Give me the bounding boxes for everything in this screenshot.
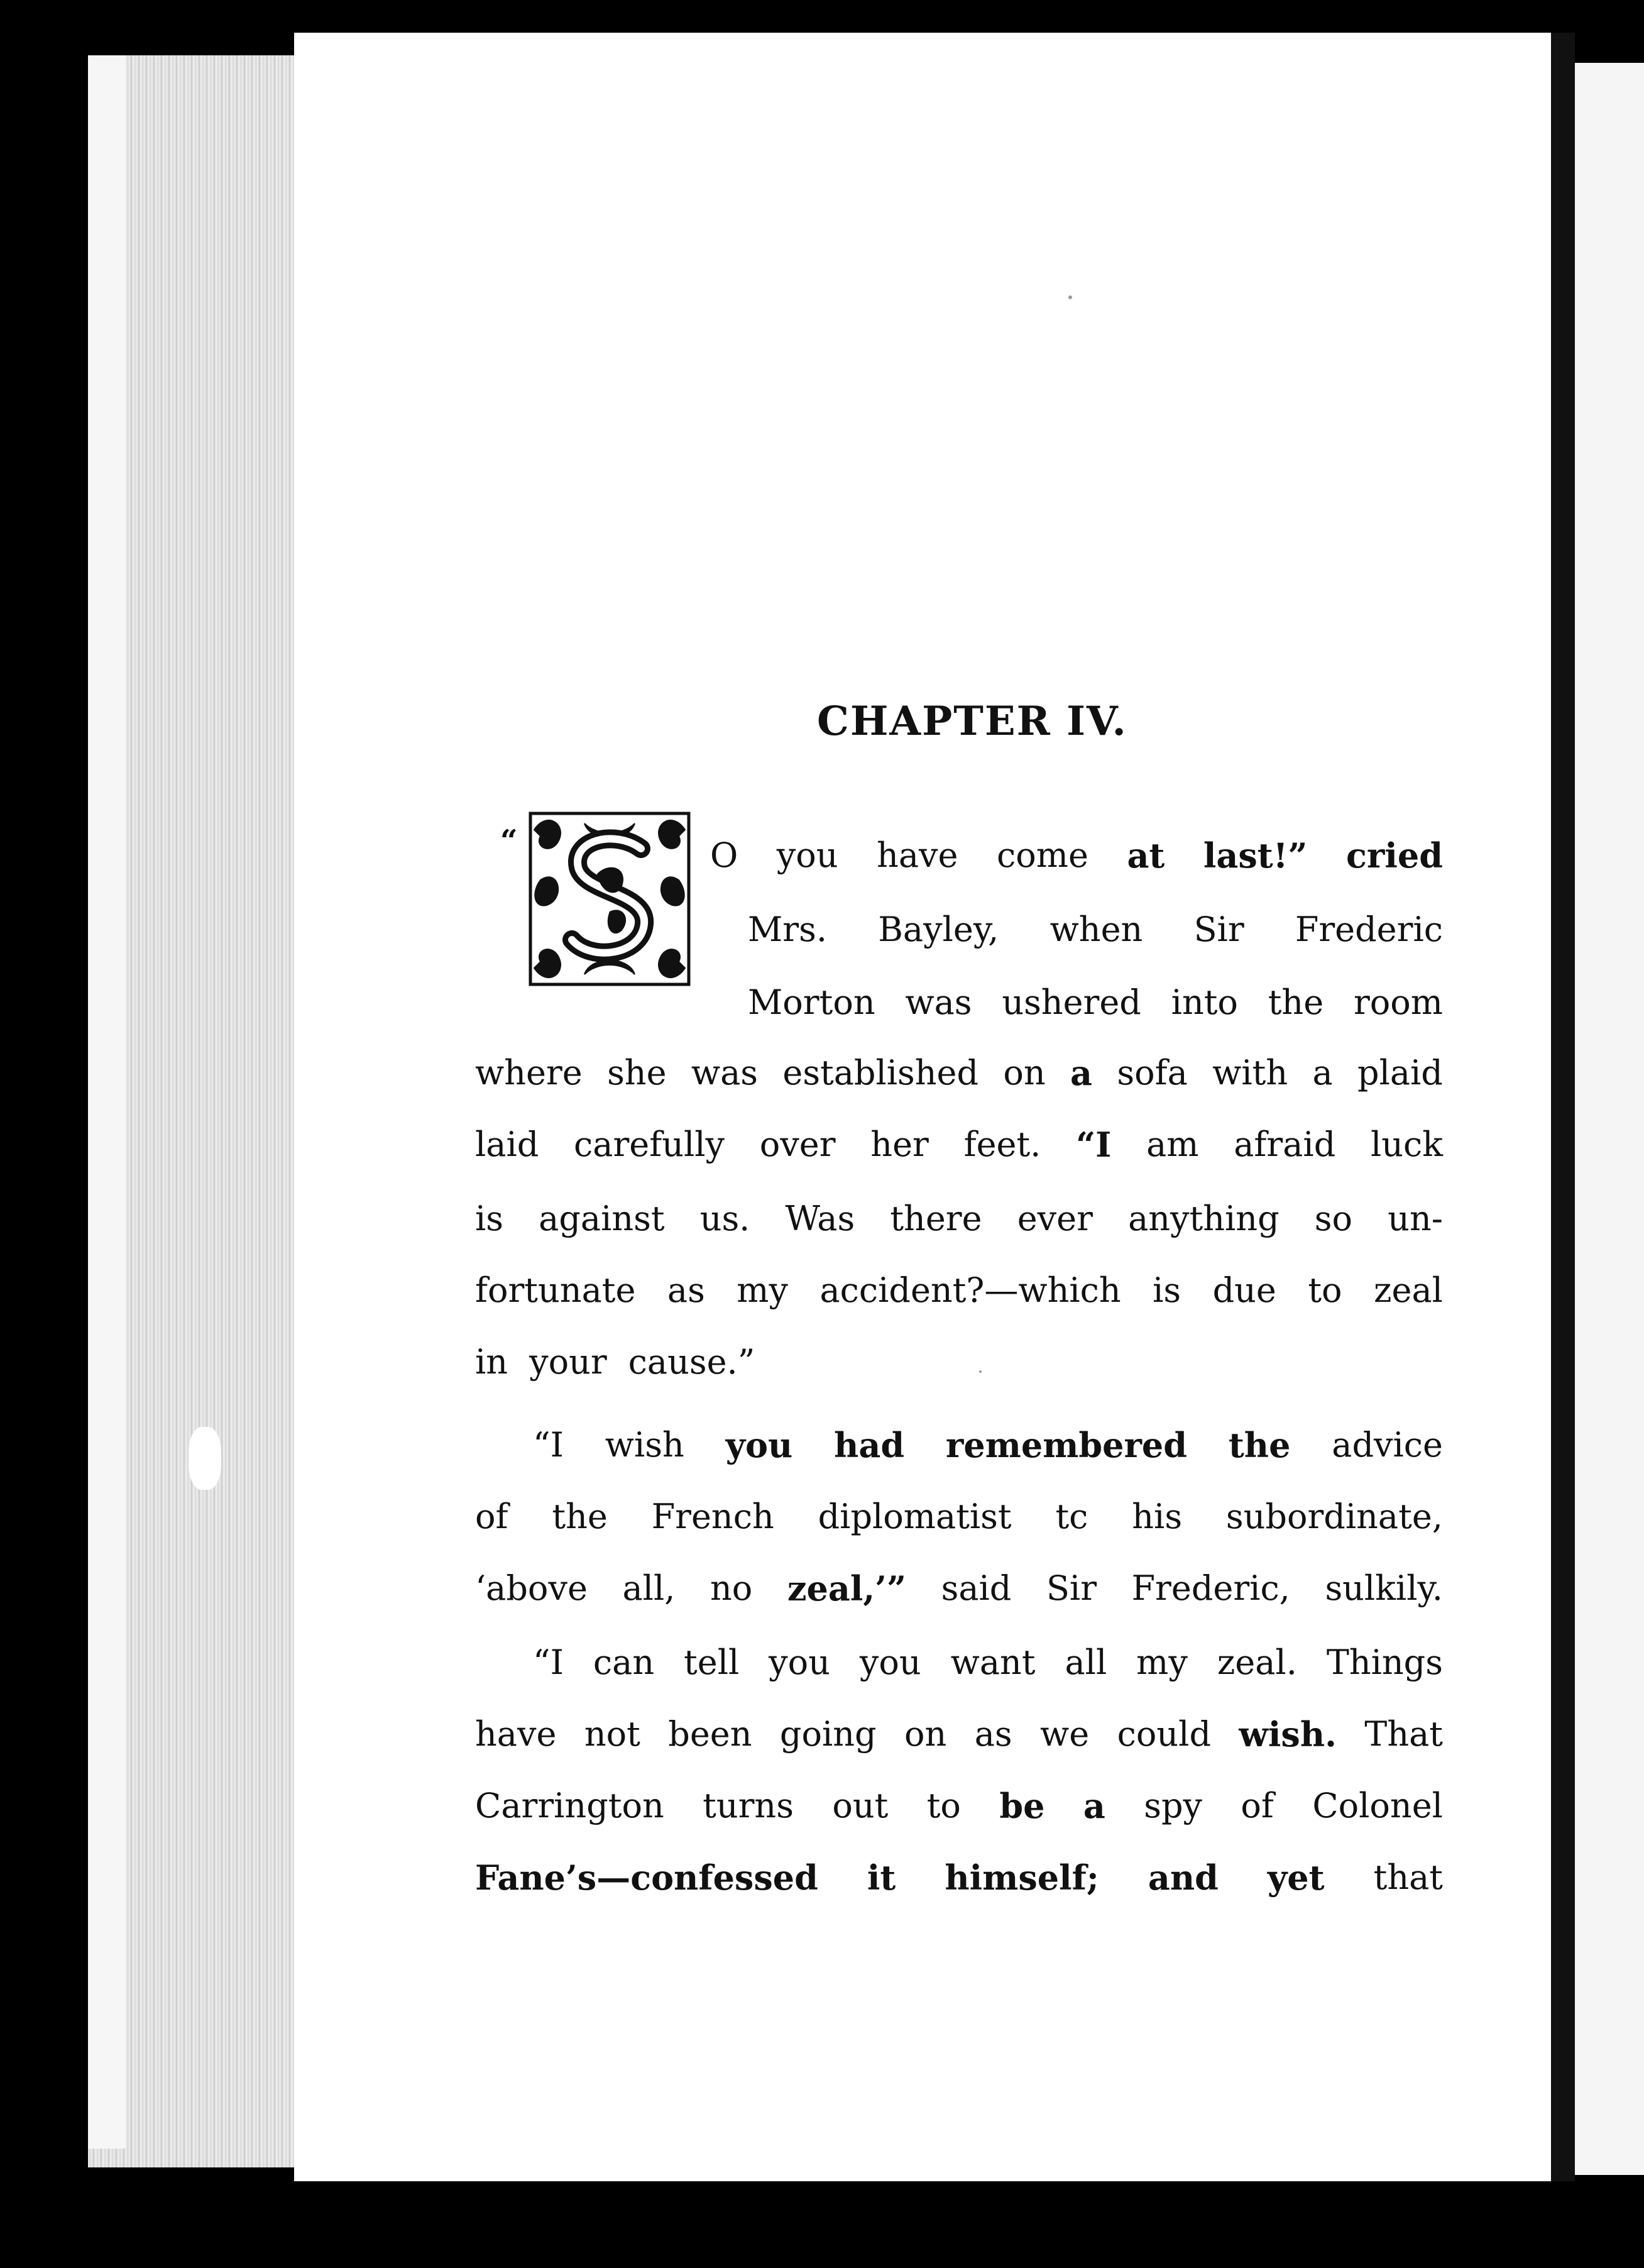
- word: with: [1212, 1053, 1288, 1093]
- paper-stain: [189, 1427, 221, 1490]
- word: feet.: [963, 1125, 1041, 1164]
- word: in: [475, 1342, 508, 1382]
- word: been: [668, 1714, 752, 1754]
- word: you: [776, 835, 838, 875]
- word: into: [1171, 983, 1238, 1022]
- word: spy: [1144, 1786, 1203, 1825]
- word: my: [1136, 1643, 1188, 1682]
- word: wish.: [1239, 1714, 1337, 1754]
- word: Was: [785, 1199, 855, 1238]
- word: diplomatist: [818, 1497, 1012, 1536]
- word: Things: [1326, 1643, 1443, 1682]
- facing-page-edge: [1571, 63, 1644, 2175]
- word: Sir: [1193, 910, 1244, 949]
- word: was: [905, 983, 972, 1022]
- word: on: [904, 1714, 947, 1754]
- word: tell: [684, 1643, 740, 1682]
- text-line: [475, 1858, 1443, 1898]
- word: zeal,’”: [787, 1568, 907, 1609]
- text-line: [475, 1786, 1443, 1826]
- word: could: [1117, 1714, 1212, 1754]
- word: tc: [1055, 1497, 1088, 1536]
- text-line: [475, 1270, 1443, 1310]
- word: Bayley,: [878, 910, 999, 949]
- word: be: [999, 1786, 1045, 1826]
- word: she: [607, 1053, 667, 1093]
- paper-speck: [1068, 295, 1072, 299]
- word: sulkily.: [1325, 1568, 1443, 1608]
- page-stack-outer-edge: [88, 55, 126, 2149]
- word: had: [834, 1425, 905, 1465]
- text-line: [533, 1643, 1443, 1682]
- word: cause.”: [628, 1342, 755, 1382]
- word: have: [475, 1714, 557, 1754]
- word: Colonel: [1312, 1786, 1443, 1825]
- word: can: [593, 1643, 655, 1682]
- word: last!”: [1203, 835, 1308, 876]
- text-line: [748, 983, 1443, 1022]
- word: due: [1212, 1270, 1276, 1310]
- word: said: [941, 1568, 1012, 1608]
- word: Fane’s—confessed: [475, 1858, 818, 1898]
- word: the: [1268, 983, 1324, 1022]
- word: That: [1364, 1714, 1443, 1754]
- word: his: [1132, 1497, 1183, 1536]
- word: “I: [533, 1643, 564, 1682]
- word: want: [950, 1643, 1036, 1682]
- text-line: [475, 1125, 1443, 1165]
- word: over: [759, 1125, 836, 1164]
- word: zeal.: [1217, 1643, 1297, 1682]
- word: as: [974, 1714, 1012, 1754]
- word: no: [710, 1568, 753, 1608]
- word: anything: [1128, 1199, 1280, 1238]
- word: to: [926, 1786, 961, 1825]
- chapter-heading: CHAPTER IV.: [817, 698, 1127, 745]
- word: ‘above: [475, 1568, 588, 1608]
- word: come: [997, 835, 1088, 875]
- word: Morton: [748, 983, 875, 1022]
- word: Frederic,: [1131, 1568, 1290, 1608]
- word: you: [725, 1425, 793, 1465]
- word: you: [859, 1643, 921, 1682]
- word: your: [529, 1342, 607, 1382]
- word: of: [1241, 1786, 1274, 1825]
- opening-quote-mark: “: [500, 823, 518, 859]
- word: un-: [1388, 1199, 1443, 1238]
- word: himself;: [945, 1858, 1099, 1898]
- word: yet: [1267, 1858, 1325, 1898]
- word: afraid: [1234, 1125, 1336, 1164]
- text-line: [475, 1714, 1443, 1754]
- word: all: [1065, 1643, 1107, 1682]
- word: of: [475, 1497, 508, 1536]
- word: as: [667, 1270, 705, 1310]
- word: plaid: [1357, 1053, 1443, 1093]
- word: a: [1312, 1053, 1333, 1093]
- word: subordinate,: [1225, 1497, 1443, 1536]
- word: to: [1308, 1270, 1342, 1310]
- word: us.: [699, 1199, 750, 1238]
- text-line: [748, 910, 1443, 949]
- word: sofa: [1117, 1053, 1188, 1093]
- text-line: [475, 1342, 1443, 1382]
- word: luck: [1370, 1125, 1443, 1164]
- word: wish: [605, 1425, 684, 1465]
- word: at: [1127, 835, 1165, 876]
- word: is: [475, 1199, 503, 1238]
- word: ever: [1017, 1199, 1093, 1238]
- word: Frederic: [1295, 910, 1443, 949]
- word: remembered: [945, 1425, 1188, 1465]
- word: turns: [703, 1786, 794, 1825]
- word: zeal: [1374, 1270, 1443, 1310]
- word: and: [1148, 1858, 1219, 1898]
- word: “I: [533, 1425, 564, 1465]
- word: not: [584, 1714, 640, 1754]
- word: Mrs.: [748, 910, 827, 949]
- text-line: [475, 1568, 1443, 1609]
- text-line: [475, 1053, 1443, 1093]
- word: you: [769, 1643, 830, 1682]
- word: the: [1228, 1425, 1291, 1465]
- word: “I: [1076, 1125, 1112, 1165]
- ornamental-dropcap-s: [522, 805, 698, 993]
- text-line: [475, 1497, 1443, 1536]
- word: Carrington: [475, 1786, 664, 1825]
- word: all,: [622, 1568, 676, 1608]
- word: ushered: [1002, 983, 1141, 1022]
- word: room: [1353, 983, 1443, 1022]
- word: so: [1314, 1199, 1353, 1238]
- word: cried: [1346, 835, 1443, 876]
- word: carefully: [574, 1125, 725, 1164]
- word: was: [691, 1053, 759, 1093]
- word: when: [1049, 910, 1143, 949]
- word: out: [832, 1786, 889, 1825]
- word: against: [539, 1199, 665, 1238]
- word: established: [782, 1053, 979, 1093]
- text-line: [533, 1425, 1443, 1465]
- text-line: [710, 835, 1443, 876]
- word: is: [1153, 1270, 1181, 1310]
- word: where: [475, 1053, 583, 1093]
- word: Sir: [1046, 1568, 1097, 1608]
- word: on: [1003, 1053, 1046, 1093]
- word: laid: [475, 1125, 539, 1164]
- word: that: [1373, 1858, 1443, 1897]
- word: fortunate: [475, 1270, 636, 1310]
- word: we: [1040, 1714, 1090, 1754]
- word: her: [870, 1125, 929, 1164]
- word: a: [1083, 1786, 1105, 1826]
- word: the: [552, 1497, 608, 1536]
- word: there: [890, 1199, 982, 1238]
- word: O: [710, 835, 738, 875]
- word: going: [779, 1714, 877, 1754]
- word: advice: [1332, 1425, 1443, 1465]
- word: have: [877, 835, 958, 875]
- word: French: [651, 1497, 774, 1536]
- word: it: [867, 1858, 896, 1898]
- word: am: [1146, 1125, 1199, 1164]
- word: my: [737, 1270, 788, 1310]
- word: accident?—which: [819, 1270, 1121, 1310]
- text-line: [475, 1199, 1443, 1238]
- word: a: [1070, 1053, 1093, 1093]
